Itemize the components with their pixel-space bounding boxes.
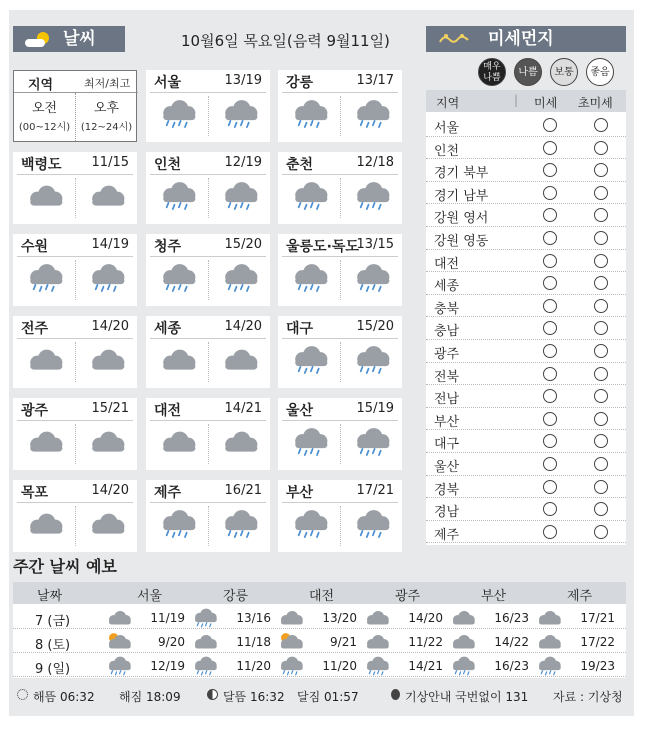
pm10-indicator [543, 141, 557, 155]
weekly-cell [189, 632, 275, 652]
rain-icon [290, 98, 330, 130]
city-temp: 15/20 [224, 237, 262, 252]
pm10-indicator [543, 525, 557, 539]
weekly-cell [447, 632, 533, 652]
city-name: 목포 [21, 485, 49, 501]
dust-col-region: 지역 [436, 96, 460, 110]
weekly-temp: 11/20 [236, 659, 271, 673]
pm10-indicator [543, 163, 557, 177]
cloud-icon [191, 632, 219, 652]
legend-am: 오전 (00~12시) [18, 101, 71, 133]
rain-icon [290, 180, 330, 212]
rain-icon [105, 656, 133, 676]
weekly-row [13, 653, 626, 677]
weekly-cell [533, 608, 619, 628]
rain-icon [220, 508, 260, 540]
weekly-temp: 13/20 [322, 611, 357, 625]
cloud-icon [220, 426, 260, 458]
dust-region: 부산 [434, 414, 460, 430]
dust-col-pm10: 미세 [534, 96, 558, 110]
dust-region: 전북 [434, 369, 460, 385]
city-card [13, 234, 137, 306]
rain-icon [352, 98, 392, 130]
legend-region: 지역 [28, 78, 54, 93]
dust-region: 충남 [434, 324, 460, 340]
weekly-temp: 16/23 [494, 659, 529, 673]
dust-region: 대전 [434, 256, 460, 272]
weekly-city: 제주 [567, 589, 593, 604]
dust-region: 광주 [434, 347, 460, 362]
dust-legend-item: 좋음 [586, 58, 614, 86]
city-card [146, 480, 270, 552]
weekly-col-date: 날짜 [37, 589, 63, 604]
city-name: 울릉도·독도 [286, 239, 359, 255]
weekly-temp: 9/21 [330, 635, 357, 649]
dust-table-header: 지역 | 미세 초미세 [426, 90, 626, 112]
sunrise: 해뜸 06:32 [33, 690, 95, 704]
pm25-indicator [594, 231, 608, 245]
city-temp: 11/15 [91, 155, 129, 170]
pm25-indicator [594, 186, 608, 200]
pm25-indicator [594, 254, 608, 268]
city-card [13, 316, 137, 388]
dust-row [426, 137, 626, 160]
pm25-indicator [594, 321, 608, 335]
dust-region: 경기 남부 [434, 188, 489, 204]
rain-icon [352, 426, 392, 458]
weekly-day: 8 (토) [35, 638, 71, 653]
city-card [146, 152, 270, 224]
pm25-indicator [594, 367, 608, 381]
pm10-indicator [543, 254, 557, 268]
weekly-header [13, 582, 626, 604]
weekly-city: 부산 [481, 589, 507, 604]
city-card [13, 480, 137, 552]
pm10-indicator [543, 502, 557, 516]
legend-minmax: 최저/최고 [84, 77, 131, 90]
rain-icon [158, 262, 198, 294]
rain-icon [352, 508, 392, 540]
weekly-cell [447, 656, 533, 676]
pm10-indicator [543, 231, 557, 245]
city-temp: 17/21 [356, 483, 394, 498]
city-name: 대전 [154, 403, 182, 419]
weekly-temp: 16/23 [494, 611, 529, 625]
city-name: 부산 [286, 485, 314, 501]
pm10-indicator [543, 457, 557, 471]
rain-icon [158, 98, 198, 130]
pm10-indicator [543, 480, 557, 494]
dust-row [426, 250, 626, 273]
rain-icon [290, 508, 330, 540]
rain-icon [290, 344, 330, 376]
rain-icon [363, 656, 391, 676]
weekly-cell [103, 608, 189, 628]
weekly-table [13, 582, 626, 678]
city-card [278, 480, 402, 552]
dust-region: 인천 [434, 143, 460, 159]
dust-legend-item: 나쁨 [514, 58, 542, 86]
pm25-indicator [594, 502, 608, 516]
pm25-indicator [594, 163, 608, 177]
city-card [146, 70, 270, 142]
dust-row [426, 363, 626, 386]
dust-row [426, 317, 626, 340]
rain-icon [290, 426, 330, 458]
weekly-row [13, 629, 626, 653]
weekly-cell [275, 632, 361, 652]
pm25-indicator [594, 208, 608, 222]
pm25-indicator [594, 412, 608, 426]
city-card [278, 70, 402, 142]
weekly-temp: 11/20 [322, 659, 357, 673]
rain-icon [352, 344, 392, 376]
city-temp: 14/19 [91, 237, 129, 252]
rain-icon [535, 656, 563, 676]
dust-row [426, 272, 626, 295]
weekly-temp: 17/22 [580, 635, 615, 649]
dust-region: 제주 [434, 527, 460, 543]
pm25-indicator [594, 276, 608, 290]
rain-icon [191, 656, 219, 676]
weekly-day: 7 (금) [35, 614, 71, 629]
dust-row [426, 114, 626, 137]
sun-icon [17, 689, 28, 700]
dust-row [426, 453, 626, 476]
dust-region: 전남 [434, 392, 460, 408]
weekly-cell [275, 656, 361, 676]
source: 자료 : 기상청 [553, 690, 623, 704]
sun-cloud-icon [277, 632, 305, 652]
cloud-icon [363, 632, 391, 652]
city-name: 울산 [286, 403, 314, 419]
pm25-indicator [594, 480, 608, 494]
pm25-indicator [594, 389, 608, 403]
dust-row [426, 521, 626, 544]
weekly-row [13, 605, 626, 629]
dust-row [426, 385, 626, 408]
cloud-icon [277, 608, 305, 628]
dust-table [426, 90, 626, 545]
dust-swirl-icon [436, 30, 476, 48]
city-card [13, 398, 137, 470]
weekly-city: 광주 [395, 589, 421, 604]
dust-row [426, 476, 626, 499]
city-name: 수원 [21, 239, 49, 255]
weekly-temp: 11/22 [408, 635, 443, 649]
moon-icon [207, 689, 218, 700]
weekly-temp: 11/18 [236, 635, 271, 649]
pm25-indicator [594, 299, 608, 313]
weekly-temp: 19/23 [580, 659, 615, 673]
dust-title: 미세먼지 [488, 29, 554, 49]
city-temp: 12/19 [224, 155, 262, 170]
city-name: 춘천 [286, 157, 314, 173]
city-name: 청주 [154, 239, 182, 255]
city-temp: 13/17 [356, 73, 394, 88]
dust-row [426, 227, 626, 250]
weekly-temp: 14/21 [408, 659, 443, 673]
city-temp: 15/20 [356, 319, 394, 334]
city-name: 강릉 [286, 75, 314, 91]
weekly-cell [103, 656, 189, 676]
dust-header [426, 26, 626, 52]
pm10-indicator [543, 367, 557, 381]
dust-region: 울산 [434, 460, 460, 475]
dust-region: 세종 [434, 279, 460, 295]
rain-icon [290, 262, 330, 294]
cloud-icon [87, 508, 127, 540]
weather-title: 날씨 [63, 29, 96, 49]
date-line: 10월6일 목요일(음력 9월11일) [181, 32, 390, 50]
dust-row [426, 430, 626, 453]
moonset: 달짐 01:57 [297, 690, 359, 704]
city-temp: 15/19 [356, 401, 394, 416]
weekly-cell [275, 608, 361, 628]
dust-row [426, 204, 626, 227]
city-temp: 14/20 [224, 319, 262, 334]
weekly-cell [361, 632, 447, 652]
city-card [13, 152, 137, 224]
weekly-temp: 12/19 [150, 659, 185, 673]
city-temp: 13/15 [356, 237, 394, 252]
city-card [278, 234, 402, 306]
cloud-icon [25, 344, 65, 376]
pm10-indicator [543, 389, 557, 403]
cloud-icon [25, 508, 65, 540]
dust-region: 경기 북부 [434, 166, 489, 182]
weekly-temp: 11/19 [150, 611, 185, 625]
sunset: 해짐 18:09 [119, 690, 181, 704]
city-temp: 14/20 [91, 319, 129, 334]
pm10-indicator [543, 208, 557, 222]
rain-icon [449, 656, 477, 676]
dust-region: 서울 [434, 121, 460, 136]
pm25-indicator [594, 457, 608, 471]
city-name: 제주 [154, 485, 182, 501]
weekly-day: 9 (일) [35, 662, 71, 677]
dust-region: 경남 [434, 505, 460, 521]
city-temp: 13/19 [224, 73, 262, 88]
weekly-title: 주간 날씨 예보 [13, 557, 117, 576]
legend-pm: 오후 (12~24시) [80, 101, 133, 133]
city-name: 광주 [21, 403, 49, 419]
cloud-icon [25, 180, 65, 212]
dust-row [426, 295, 626, 318]
sun-cloud-icon [23, 30, 55, 48]
weather-page [9, 10, 634, 716]
weekly-city: 서울 [137, 589, 163, 604]
rain-icon [191, 608, 219, 628]
rain-icon [220, 262, 260, 294]
weekly-cell [189, 608, 275, 628]
forecast-info-line: 기상안내 국번없이 131 [405, 690, 529, 704]
city-card [146, 316, 270, 388]
weather-header [13, 26, 125, 52]
city-temp: 12/18 [356, 155, 394, 170]
pm10-indicator [543, 276, 557, 290]
dust-row [426, 159, 626, 182]
footer [13, 686, 626, 706]
pm25-indicator [594, 141, 608, 155]
city-name: 세종 [154, 321, 182, 337]
rain-icon [277, 656, 305, 676]
city-card [278, 152, 402, 224]
pm10-indicator [543, 299, 557, 313]
weekly-cell [189, 656, 275, 676]
weekly-cell [361, 656, 447, 676]
weekly-city: 강릉 [223, 589, 249, 604]
city-card [278, 398, 402, 470]
dust-row [426, 408, 626, 431]
cloud-icon [87, 180, 127, 212]
cloud-icon [449, 608, 477, 628]
weekly-temp: 14/22 [494, 635, 529, 649]
city-name: 인천 [154, 157, 182, 173]
dust-region: 강원 영서 [434, 211, 489, 227]
city-card [146, 234, 270, 306]
weekly-city: 대전 [309, 589, 335, 604]
dust-legend-item: 매우 나쁨 [478, 58, 506, 86]
city-name: 대구 [286, 321, 314, 337]
weekly-temp: 13/16 [236, 611, 271, 625]
forecast-legend [13, 70, 137, 142]
moonrise: 달뜸 16:32 [223, 690, 285, 704]
weekly-cell [533, 656, 619, 676]
dust-row [426, 498, 626, 521]
weekly-cell [447, 608, 533, 628]
pm10-indicator [543, 186, 557, 200]
cloud-icon [449, 632, 477, 652]
phone-icon [391, 689, 400, 700]
city-card [146, 398, 270, 470]
rain-icon [87, 262, 127, 294]
rain-icon [158, 180, 198, 212]
rain-icon [25, 262, 65, 294]
cloud-icon [87, 426, 127, 458]
pm25-indicator [594, 525, 608, 539]
dust-region: 경북 [434, 482, 460, 498]
city-name: 서울 [154, 75, 182, 91]
weekly-temp: 14/20 [408, 611, 443, 625]
sun-cloud-icon [105, 632, 133, 652]
dust-region: 충북 [434, 301, 460, 317]
cloud-icon [535, 608, 563, 628]
dust-row [426, 182, 626, 205]
weekly-temp: 9/20 [158, 635, 185, 649]
cloud-icon [220, 344, 260, 376]
pm10-indicator [543, 434, 557, 448]
rain-icon [352, 262, 392, 294]
weekly-cell [533, 632, 619, 652]
dust-legend-item: 보통 [550, 58, 578, 86]
pm10-indicator [543, 412, 557, 426]
rain-icon [220, 98, 260, 130]
weekly-temp: 17/21 [580, 611, 615, 625]
cloud-icon [25, 426, 65, 458]
pm25-indicator [594, 344, 608, 358]
city-card [278, 316, 402, 388]
dust-region: 대구 [434, 437, 460, 453]
cloud-icon [363, 608, 391, 628]
weekly-cell [361, 608, 447, 628]
city-temp: 14/21 [224, 401, 262, 416]
dust-row [426, 340, 626, 363]
cloud-icon [158, 344, 198, 376]
pm25-indicator [594, 118, 608, 132]
cloud-icon [158, 426, 198, 458]
cloud-icon [535, 632, 563, 652]
dust-col-pm25: 초미세 [578, 96, 613, 110]
rain-icon [158, 508, 198, 540]
city-name: 백령도 [21, 157, 62, 173]
city-temp: 15/21 [91, 401, 129, 416]
pm25-indicator [594, 434, 608, 448]
dust-region: 강원 영동 [434, 234, 489, 249]
pm10-indicator [543, 344, 557, 358]
pm10-indicator [543, 118, 557, 132]
rain-icon [352, 180, 392, 212]
city-temp: 14/20 [91, 483, 129, 498]
cloud-icon [87, 344, 127, 376]
weekly-cell [103, 632, 189, 652]
rain-icon [220, 180, 260, 212]
city-temp: 16/21 [224, 483, 262, 498]
cloud-icon [105, 608, 133, 628]
pm10-indicator [543, 321, 557, 335]
city-name: 전주 [21, 321, 49, 337]
